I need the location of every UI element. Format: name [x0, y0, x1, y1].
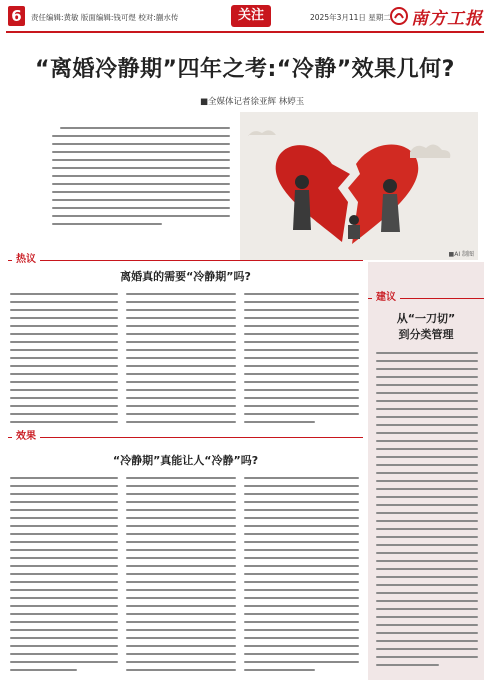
effect-column-1	[10, 477, 118, 677]
suggestion-sidebar	[368, 262, 484, 680]
hot-column-2	[126, 293, 236, 429]
effect-section-rule	[8, 437, 363, 438]
effect-column-3	[244, 477, 359, 677]
effect-section-tag: 效果	[12, 431, 40, 443]
hot-section-rule	[8, 260, 363, 261]
masthead-rule	[6, 31, 484, 33]
suggest-column	[376, 352, 478, 672]
hot-section-heading: 离婚真的需要“冷静期”吗?	[120, 270, 251, 283]
issue-date: 2025年3月11日 星期二	[310, 13, 391, 22]
effect-section-heading: “冷静期”真能让人“冷静”吗?	[112, 454, 259, 467]
suggest-heading-line-1: 从“一刀切”	[396, 312, 456, 325]
lead-paragraph	[52, 127, 230, 239]
suggest-heading-line-2: 到分类管理	[398, 328, 454, 341]
page-number-badge	[8, 6, 25, 26]
hot-section-tag: 热议	[12, 254, 40, 266]
broken-heart-illustration	[240, 112, 478, 260]
article-byline: ■全媒体记者徐亚辉 林婷玉	[200, 97, 305, 107]
brand-name: 南方工报	[411, 8, 483, 29]
hot-column-1	[10, 293, 118, 429]
article-title: “离婚冷静期”四年之考:“冷静”效果几何?	[35, 57, 455, 82]
masthead	[0, 0, 490, 34]
effect-column-2	[126, 477, 236, 677]
image-credit: ■AI 制图	[448, 251, 474, 258]
page-number: 6	[11, 7, 22, 25]
section-label: 关注	[231, 5, 271, 27]
brand-logo	[390, 5, 483, 27]
hot-column-3	[244, 293, 359, 429]
article-illustration	[240, 112, 478, 260]
editors-line: 责任编辑:黄敏 版面编辑:钱可煜 校对:蒯水传	[31, 13, 179, 22]
brand-emblem-icon	[390, 7, 408, 25]
suggest-section-tag: 建议	[372, 292, 400, 304]
